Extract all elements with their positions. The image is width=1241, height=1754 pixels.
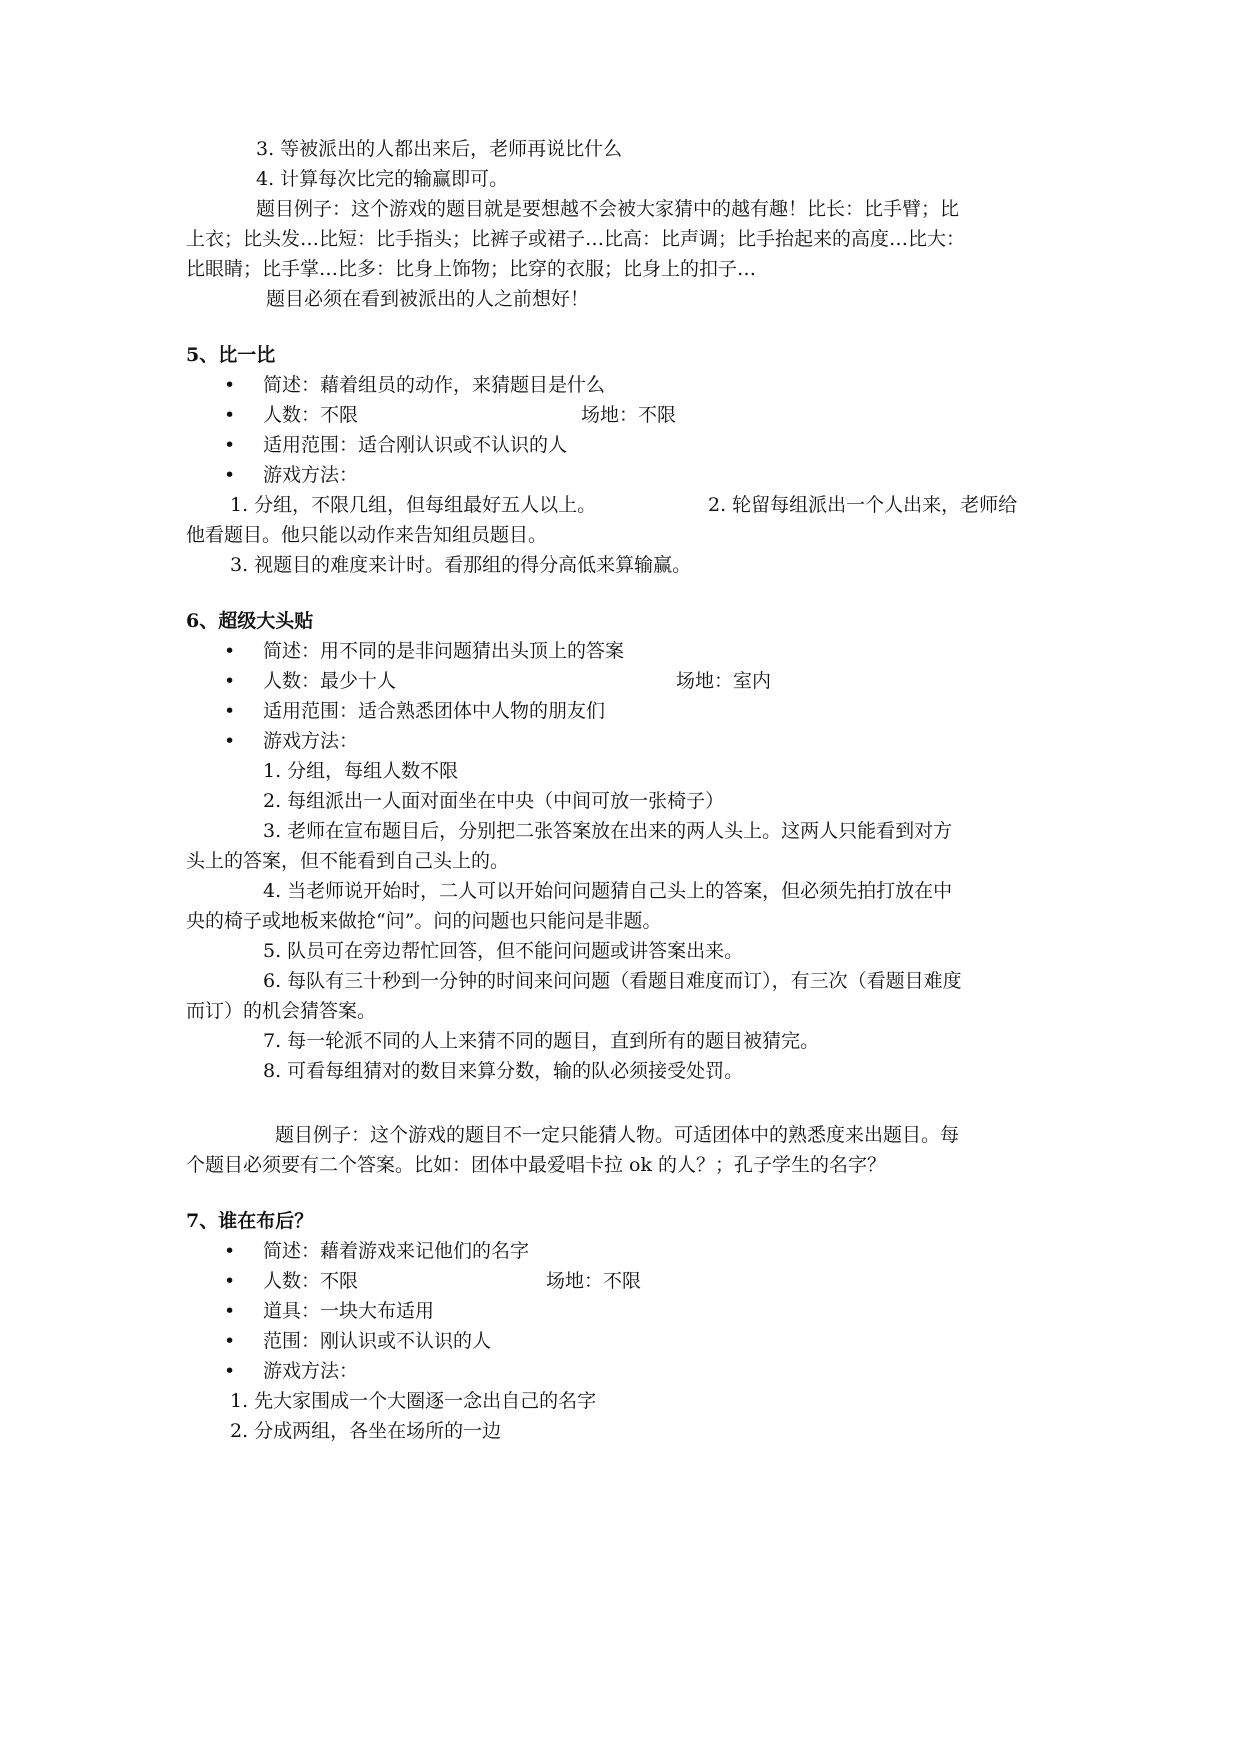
people-text: 人数：不限 [263, 1270, 359, 1292]
method-text: 游戏方法： [263, 464, 359, 486]
section-6-example-1: 题目例子：这个游戏的题目不一定只能猜人物。可适团体中的熟悉度来出题目。每 [275, 1124, 960, 1146]
method-text: 游戏方法： [263, 730, 359, 752]
section-7-step-1: 1. 先大家围成一个大圈逐一念出自己的名字 [230, 1390, 597, 1412]
bullet-icon: • [224, 670, 236, 692]
section-6-desc [224, 638, 625, 664]
step-3-text: 3. 等被派出的人都出来后，老师再说比什么 [256, 138, 623, 160]
section-7-desc [224, 1238, 530, 1264]
section-5-people [224, 402, 677, 428]
section-7-heading: 7、谁在布后？ [186, 1210, 314, 1232]
example-line-3: 比眼睛；比手掌…比多：比身上饰物；比穿的衣服；比身上的扣子… [186, 258, 757, 280]
bullet-icon: • [224, 374, 236, 396]
bullet-icon: • [224, 1270, 236, 1292]
bullet-icon: • [224, 464, 236, 486]
section-5-method [224, 462, 359, 488]
step-2-text: 2. 轮留每组派出一个人出来，老师给 [708, 494, 1018, 516]
section-7-step-2: 2. 分成两组，各坐在场所的一边 [230, 1420, 502, 1442]
people-text: 人数：不限 [263, 404, 359, 426]
section-6-people [224, 668, 772, 694]
section-6-step-4-cont: 央的椅子或地板来做抢“问”。问的问题也只能问是非题。 [186, 910, 662, 932]
section-7-props [224, 1298, 435, 1324]
example-line-1: 题目例子：这个游戏的题目就是要想越不会被大家猜中的越有趣！比长：比手臂；比 [256, 198, 960, 220]
section-5-heading: 5、比一比 [186, 344, 276, 366]
scope-text: 范围：刚认识或不认识的人 [263, 1330, 492, 1352]
props-text: 道具：一块大布适用 [263, 1300, 435, 1322]
bullet-icon: • [224, 404, 236, 426]
method-text: 游戏方法： [263, 1360, 359, 1382]
section-6-scope [224, 698, 606, 724]
section-6-step-6-cont: 而订）的机会猜答案。 [186, 1000, 377, 1022]
section-6-step-1: 1. 分组，每组人数不限 [263, 760, 459, 782]
bullet-icon: • [224, 730, 236, 752]
section-6-step-2: 2. 每组派出一人面对面坐在中央（中间可放一张椅子） [263, 790, 725, 812]
step-1-text: 1. 分组，不限几组，但每组最好五人以上。 [230, 494, 597, 516]
bullet-icon: • [224, 1360, 236, 1382]
bullet-icon: • [224, 1240, 236, 1262]
step-4-text: 4. 计算每次比完的输赢即可。 [256, 168, 509, 190]
venue-text: 场地：不限 [581, 404, 677, 426]
bullet-icon: • [224, 1300, 236, 1322]
section-6-step-3-cont: 头上的答案，但不能看到自己头上的。 [186, 850, 510, 872]
bullet-icon: • [224, 434, 236, 456]
section-5-step-2-cont: 他看题目。他只能以动作来告知组员题目。 [186, 524, 548, 546]
section-5-step-3: 3. 视题目的难度来计时。看那组的得分高低来算输赢。 [230, 554, 692, 576]
section-6-step-8: 8. 可看每组猜对的数目来算分数，输的队必须接受处罚。 [263, 1060, 744, 1082]
venue-text: 场地：不限 [546, 1270, 642, 1292]
section-6-method [224, 728, 359, 754]
desc-text: 简述：藉着游戏来记他们的名字 [263, 1240, 530, 1262]
bullet-icon: • [224, 700, 236, 722]
section-5-scope [224, 432, 568, 458]
section-6-step-3: 3. 老师在宣布题目后，分别把二张答案放在出来的两人头上。这两人只能看到对方 [263, 820, 953, 842]
section-5-step-1 [230, 492, 1018, 518]
section-6-step-7: 7. 每一轮派不同的人上来猜不同的题目，直到所有的题目被猜完。 [263, 1030, 820, 1052]
section-6-example-2: 个题目必须要有二个答案。比如：团体中最爱唱卡拉 ok 的人？；孔子学生的名字？ [186, 1154, 887, 1176]
scope-text: 适用范围：适合熟悉团体中人物的朋友们 [263, 700, 606, 722]
section-6-heading: 6、超级大头贴 [186, 610, 314, 632]
desc-text: 简述：藉着组员的动作，来猜题目是什么 [263, 374, 606, 396]
section-6-step-4: 4. 当老师说开始时，二人可以开始问问题猜自己头上的答案，但必须先拍打放在中 [263, 880, 953, 902]
example-note: 题目必须在看到被派出的人之前想好！ [266, 288, 590, 310]
bullet-icon: • [224, 1330, 236, 1352]
venue-text: 场地：室内 [676, 670, 772, 692]
desc-text: 简述：用不同的是非问题猜出头顶上的答案 [263, 640, 625, 662]
scope-text: 适用范围：适合刚认识或不认识的人 [263, 434, 568, 456]
bullet-icon: • [224, 640, 236, 662]
section-7-scope [224, 1328, 492, 1354]
section-6-step-5: 5. 队员可在旁边帮忙回答，但不能问问题或讲答案出来。 [263, 940, 744, 962]
section-6-step-6: 6. 每队有三十秒到一分钟的时间来问问题（看题目难度而订），有三次（看题目难度 [263, 970, 962, 992]
section-7-people [224, 1268, 642, 1294]
section-5-desc [224, 372, 606, 398]
people-text: 人数：最少十人 [263, 670, 397, 692]
section-7-method [224, 1358, 359, 1384]
example-line-2: 上衣；比头发…比短：比手指头；比裤子或裙子…比高：比声调；比手抬起来的高度…比大： [186, 228, 966, 250]
